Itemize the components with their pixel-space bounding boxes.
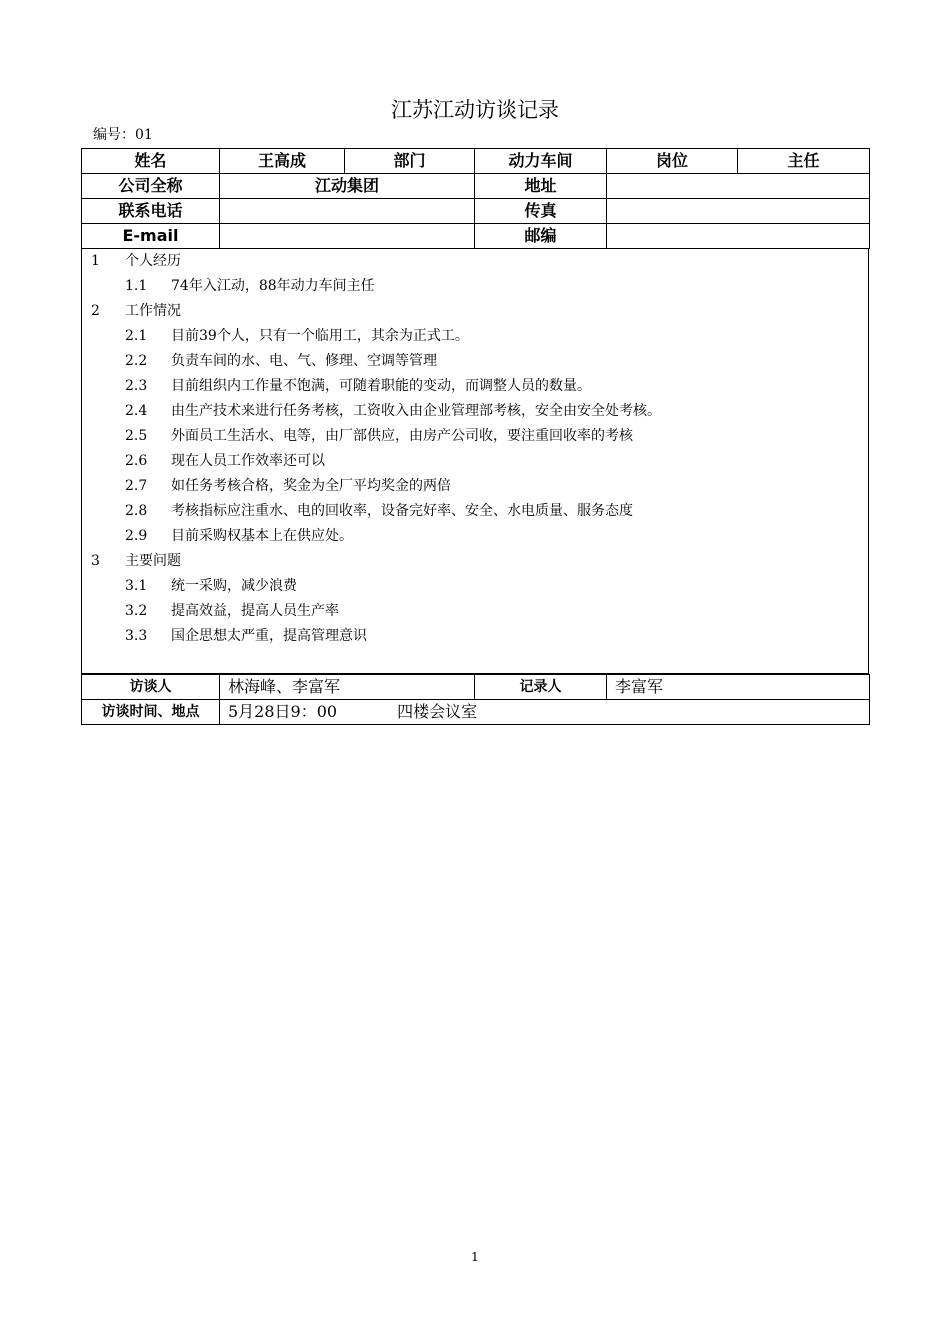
section-title: 主要问题 (125, 553, 181, 569)
time-value: 5月28日9：00 (228, 702, 338, 721)
item-text: 74年入江动，88年动力车间主任 (171, 278, 375, 294)
item-number: 2.1 (125, 328, 148, 344)
item-text: 目前采购权基本上在供应处。 (171, 528, 353, 544)
address-label: 地址 (475, 174, 607, 199)
interview-items (82, 249, 868, 649)
item-number: 2.9 (125, 528, 148, 544)
item-number: 2.2 (125, 353, 148, 369)
list-item (82, 274, 868, 299)
info-row-company (82, 174, 870, 199)
item-text: 外面员工生活水、电等，由厂部供应，由房产公司收，要注重回收率的考核 (171, 428, 633, 444)
list-item (82, 574, 868, 599)
item-text: 考核指标应注重水、电的回收率，设备完好率、安全、水电质量、服务态度 (171, 503, 633, 519)
section-number: 2 (91, 303, 100, 319)
info-table (81, 148, 870, 249)
name-value: 王高成 (220, 149, 345, 174)
recorder-value: 李富军 (607, 675, 870, 700)
item-text: 目前39个人，只有一个临用工，其余为正式工。 (171, 328, 469, 344)
list-item (82, 499, 868, 524)
zip-value (607, 224, 870, 249)
list-item (82, 424, 868, 449)
time-place-value (220, 700, 870, 725)
section-heading (82, 549, 868, 574)
item-text: 国企思想太严重，提高管理意识 (171, 628, 367, 644)
info-row-name (82, 149, 870, 174)
page-number: 1 (471, 1250, 479, 1264)
item-text: 目前组织内工作量不饱满，可随着职能的变动，而调整人员的数量。 (171, 378, 591, 394)
item-number: 2.7 (125, 478, 148, 494)
company-value: 江动集团 (220, 174, 475, 199)
company-label: 公司全称 (82, 174, 220, 199)
post-label: 岗位 (607, 149, 738, 174)
section-number: 3 (91, 553, 100, 569)
time-place-label: 访谈时间、地点 (82, 700, 220, 725)
interviewer-label: 访谈人 (82, 675, 220, 700)
item-number: 2.6 (125, 453, 148, 469)
section-title: 工作情况 (125, 303, 181, 319)
footer-row-time (82, 700, 870, 725)
phone-label: 联系电话 (82, 199, 220, 224)
phone-value (220, 199, 475, 224)
address-value (607, 174, 870, 199)
list-item (82, 599, 868, 624)
footer-row-people (82, 675, 870, 700)
item-number: 2.5 (125, 428, 148, 444)
email-value (220, 224, 475, 249)
fax-value (607, 199, 870, 224)
info-row-email (82, 224, 870, 249)
list-item (82, 399, 868, 424)
list-item (82, 374, 868, 399)
item-number: 2.4 (125, 403, 148, 419)
name-label: 姓名 (82, 149, 220, 174)
item-text: 由生产技术来进行任务考核，工资收入由企业管理部考核，安全由安全处考核。 (171, 403, 661, 419)
item-text: 统一采购，减少浪费 (171, 578, 297, 594)
interviewer-value: 林海峰、李富军 (220, 675, 475, 700)
recorder-label: 记录人 (475, 675, 607, 700)
item-text: 提高效益，提高人员生产率 (171, 603, 339, 619)
document-number: 编号：01 (93, 127, 153, 143)
item-number: 3.2 (125, 603, 148, 619)
footer-table (81, 674, 870, 725)
list-item (82, 524, 868, 549)
document-title: 江苏江动访谈记录 (391, 98, 559, 122)
list-item (82, 474, 868, 499)
item-number: 2.3 (125, 378, 148, 394)
interview-form (81, 148, 869, 725)
item-number: 3.3 (125, 628, 148, 644)
zip-label: 邮编 (475, 224, 607, 249)
item-text: 现在人员工作效率还可以 (171, 453, 325, 469)
list-item (82, 324, 868, 349)
list-item (82, 624, 868, 649)
item-number: 2.8 (125, 503, 148, 519)
dept-label: 部门 (345, 149, 475, 174)
list-item (82, 449, 868, 474)
post-value: 主任 (738, 149, 870, 174)
section-heading (82, 249, 868, 274)
item-text: 负责车间的水、电、气、修理、空调等管理 (171, 353, 437, 369)
email-label: E-mail (82, 224, 220, 249)
fax-label: 传真 (475, 199, 607, 224)
section-heading (82, 299, 868, 324)
interview-content (81, 249, 869, 674)
item-text: 如任务考核合格，奖金为全厂平均奖金的两倍 (171, 478, 451, 494)
item-number: 1.1 (125, 278, 148, 294)
dept-value: 动力车间 (475, 149, 607, 174)
list-item (82, 349, 868, 374)
info-row-phone (82, 199, 870, 224)
section-title: 个人经历 (125, 253, 181, 269)
place-value: 四楼会议室 (397, 702, 478, 721)
section-number: 1 (91, 253, 100, 269)
item-number: 3.1 (125, 578, 148, 594)
